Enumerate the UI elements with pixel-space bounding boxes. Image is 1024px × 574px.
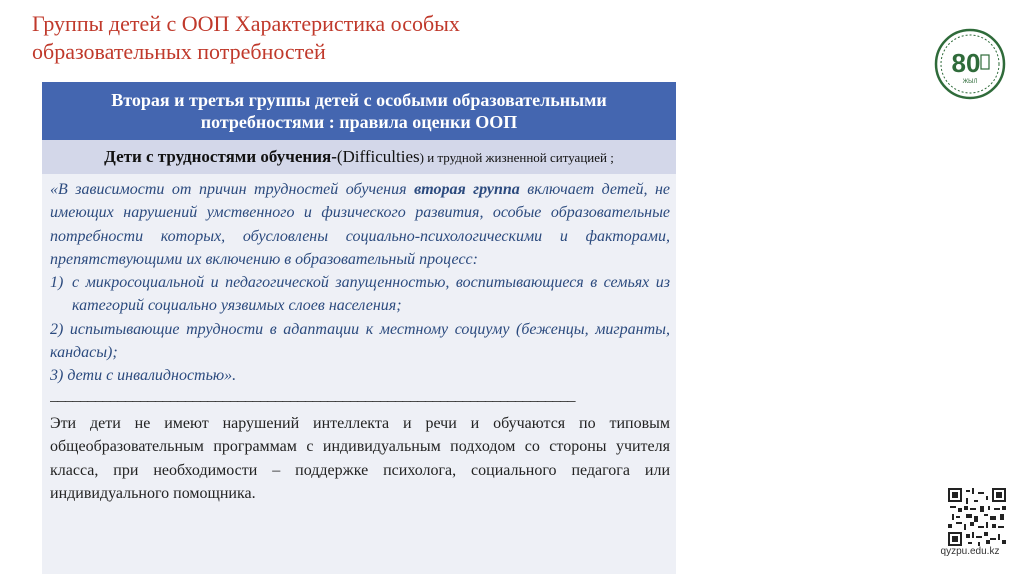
panel-subheader xyxy=(42,140,676,174)
divider-line: ______________________________________________________________________ xyxy=(50,387,575,404)
panel-header-text: Вторая и третья группы детей с особыми образовательными потребностями : правила оценки ООП xyxy=(111,90,607,132)
site-url: qyzpu.edu.kz xyxy=(940,546,1000,557)
subheader-paren: (Difficulties xyxy=(336,147,420,166)
panel-header xyxy=(42,82,676,140)
slide-title: Группы детей с ООП Характеристика особых образовательных потребностей xyxy=(32,11,460,64)
logo-caption: ЖЫЛ xyxy=(962,79,978,85)
panel-body xyxy=(50,178,670,506)
logo-number: 80 xyxy=(951,48,981,78)
list-item-number: 1) xyxy=(50,274,64,292)
subheader-tail: ) и трудной жизненной ситуацией ; xyxy=(419,150,614,165)
quote-intro-text: «В зависимости от причин трудностей обучения xyxy=(50,181,415,198)
quote-intro-rest: включает детей, не имеющих нарушений умственного и физического развития, особые образовательные потребности которых, обусловлены социально-психологическими и факторами, препятствующими их включению в образовательный процесс: xyxy=(50,181,671,268)
anniversary-logo xyxy=(934,28,1006,100)
list-item xyxy=(50,271,670,318)
quote-block xyxy=(50,178,670,388)
quote-intro xyxy=(50,178,670,271)
list-item-text: с микросоциальной и педагогической запущенностью, воспитывающиеся в семьях из категорий социально уязвимых слоев населения; xyxy=(72,274,670,315)
list-item: 3) дети с инвалидностью». xyxy=(50,367,237,385)
content-panel xyxy=(42,82,676,574)
list-item: 2) испытывающие трудности в адаптации к местному социуму (беженцы, мигранты, кандасы); xyxy=(50,320,670,362)
qr-code xyxy=(948,488,1006,546)
quote-intro-bold: вторая группа xyxy=(414,181,520,198)
subheader-bold: Дети с трудностями обучения- xyxy=(104,147,337,166)
summary-text: Эти дети не имеют нарушений интеллекта и речи и обучаются по типовым общеобразовательным программам с индивидуальным подходом со стороны учителя класса, при необходимости – поддержке психолога, социального педагога или индивидуального помощника. xyxy=(50,414,670,503)
